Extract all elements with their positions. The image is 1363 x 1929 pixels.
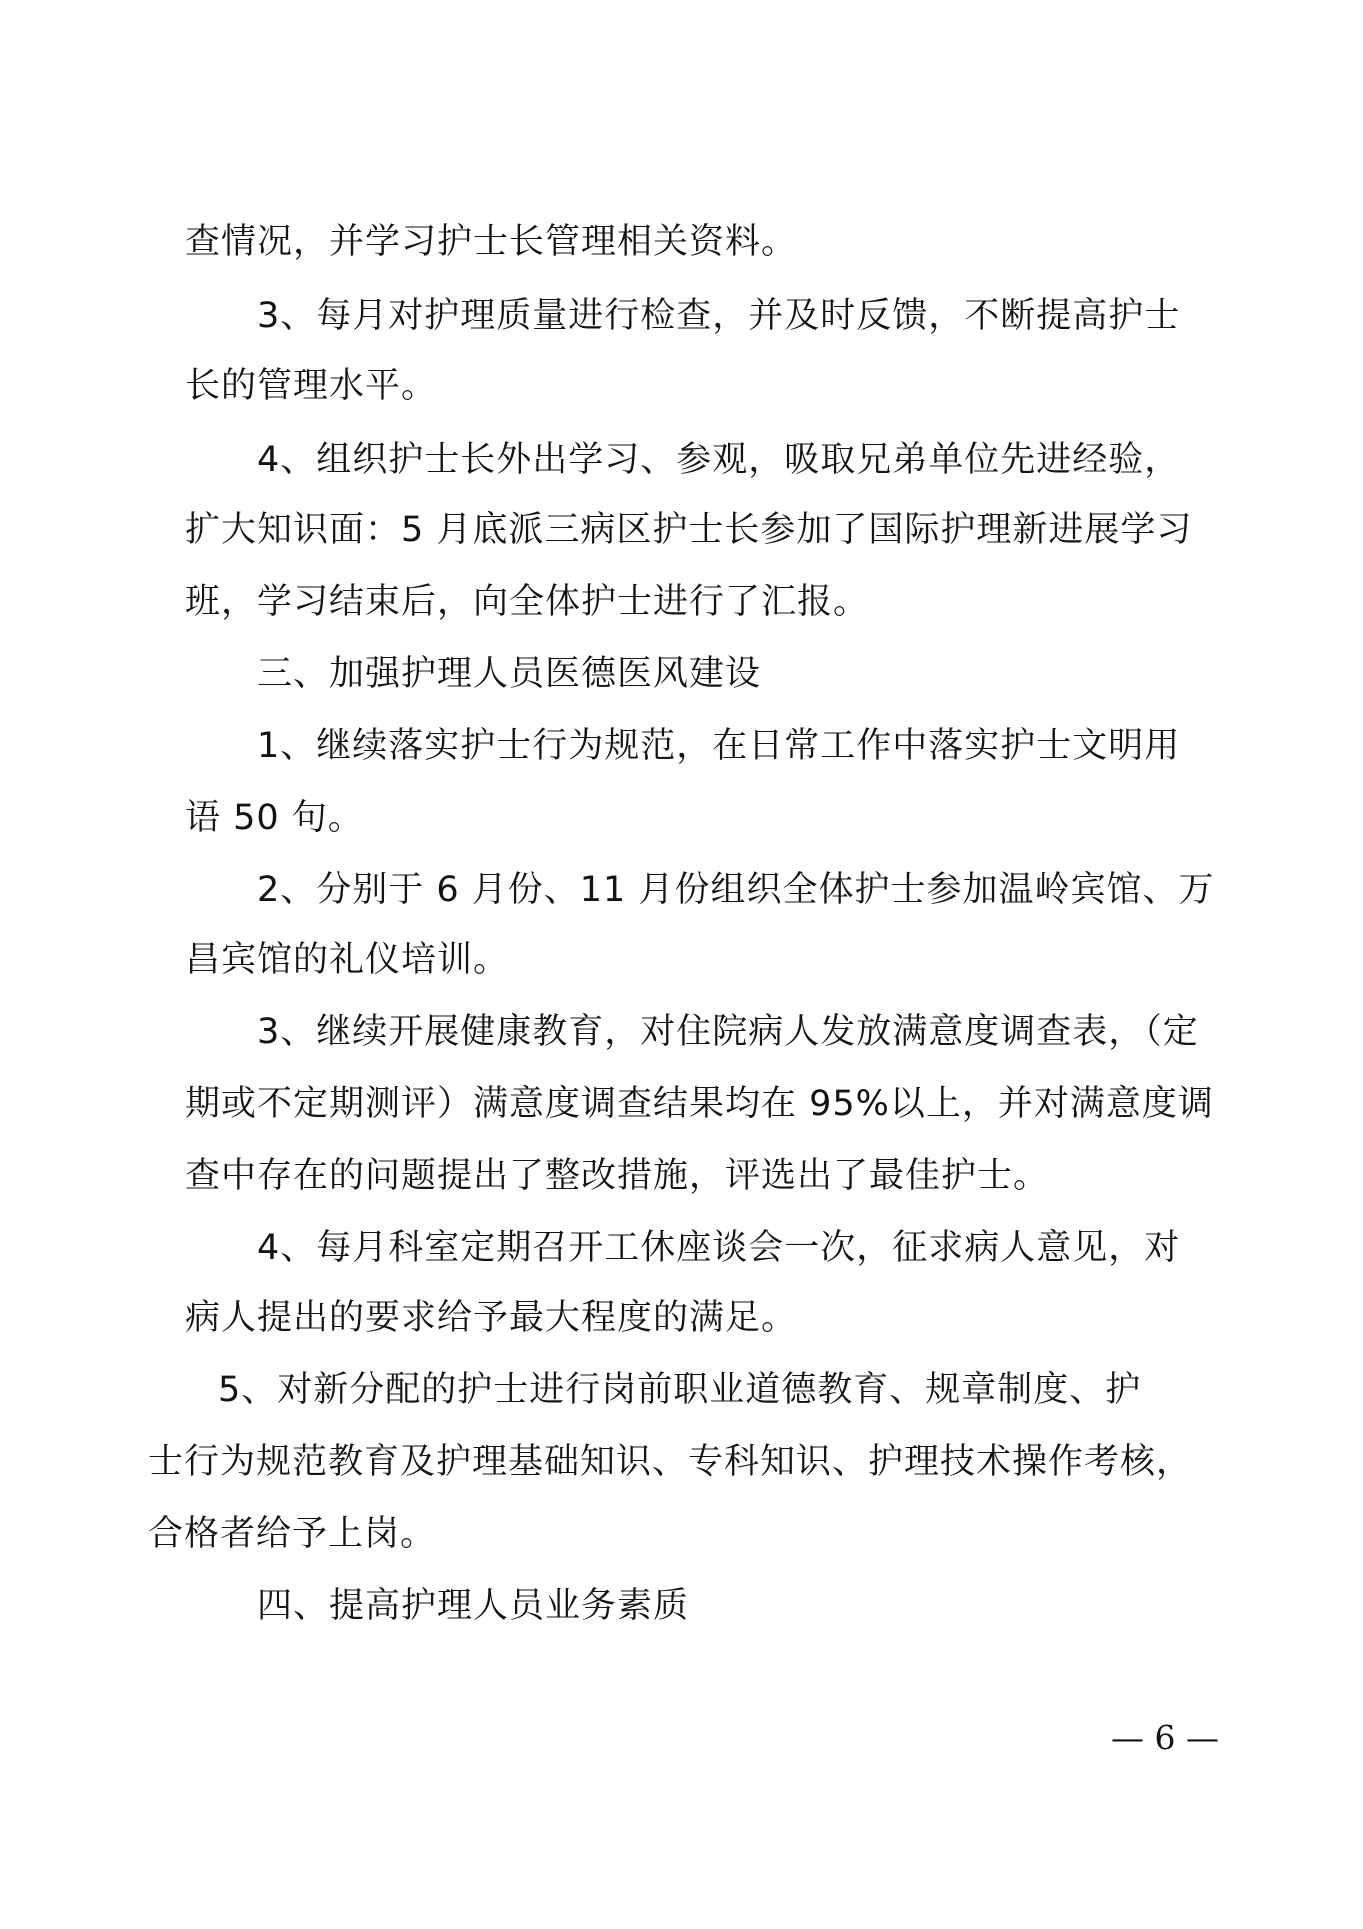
text-line: 期或不定期测评）满意度调查结果均在 95%以上，并对满意度调	[185, 1084, 1214, 1124]
section-heading: 三、加强护理人员医德医风建设	[257, 654, 762, 694]
text-line: 合格者给予上岗。	[148, 1514, 437, 1554]
text-line: 语 50 句。	[185, 798, 364, 838]
text-line: 扩大知识面：5 月底派三病区护士长参加了国际护理新进展学习	[185, 510, 1193, 550]
text-line: 查中存在的问题提出了整改措施，评选出了最佳护士。	[185, 1156, 1050, 1196]
text-line: 4、每月科室定期召开工休座谈会一次，征求病人意见，对	[257, 1228, 1181, 1268]
text-line: 5、对新分配的护士进行岗前职业道德教育、规章制度、护	[218, 1370, 1142, 1410]
text-line: 查情况，并学习护士长管理相关资料。	[185, 222, 798, 262]
text-line: 班，学习结束后，向全体护士进行了汇报。	[185, 582, 870, 622]
text-line: 1、继续落实护士行为规范，在日常工作中落实护士文明用	[257, 726, 1181, 766]
text-line: 2、分别于 6 月份、11 月份组织全体护士参加温岭宾馆、万	[257, 870, 1215, 910]
text-line: 3、每月对护理质量进行检查，并及时反馈，不断提高护士	[257, 296, 1181, 336]
text-line: 3、继续开展健康教育，对住院病人发放满意度调查表，（定	[257, 1012, 1199, 1052]
section-heading: 四、提高护理人员业务素质	[257, 1586, 690, 1626]
text-line: 病人提出的要求给予最大程度的满足。	[185, 1298, 798, 1338]
text-line: 长的管理水平。	[185, 366, 438, 406]
text-line: 士行为规范教育及护理基础知识、专科知识、护理技术操作考核，	[148, 1442, 1193, 1482]
text-line: 昌宾馆的礼仪培训。	[185, 940, 510, 980]
page-number: — 6 —	[1111, 1718, 1219, 1757]
text-line: 4、组织护士长外出学习、参观，吸取兄弟单位先进经验，	[257, 440, 1181, 480]
